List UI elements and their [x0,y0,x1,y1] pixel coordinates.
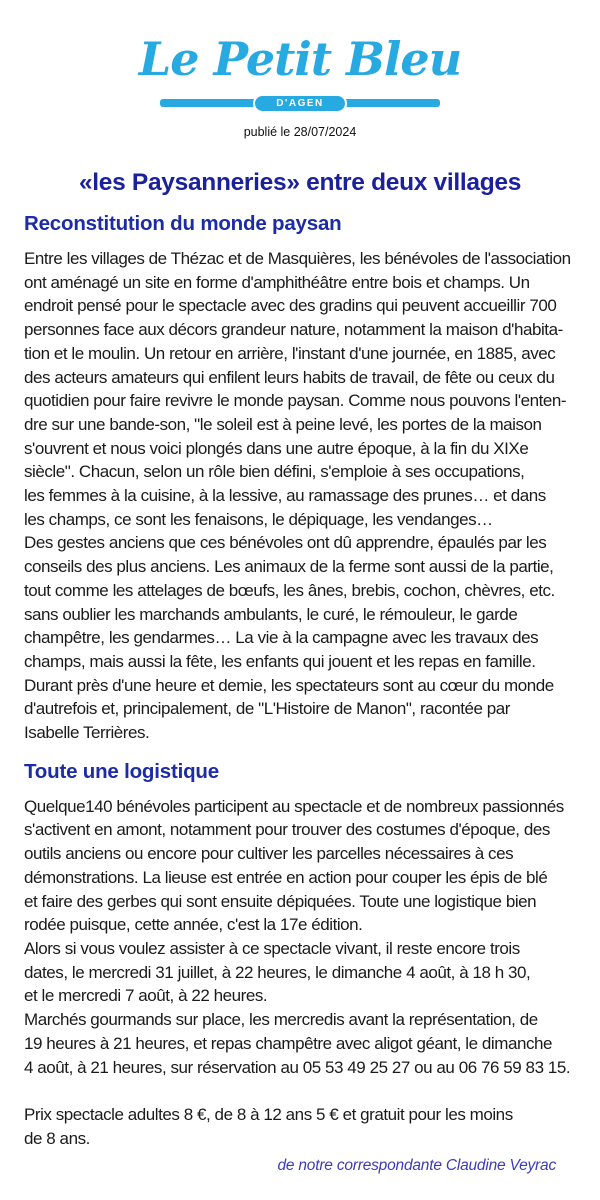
body-line: les champs, ce sont les fenaisons, le dépiquage, les vendanges… [24,509,493,529]
body-line: Alors si vous voulez assister à ce spectacle vivant, il reste encore trois [24,938,520,958]
body-line: d'autrefois et, principalement, de "L'Histoire de Manon", racontée par [24,699,511,719]
article-body [0,212,600,1150]
body-line: 19 heures à 21 heures, et repas champêtre avec aligot géant, le dimanche [24,1033,553,1053]
body-line: Marchés gourmands sur place, les mercredis avant la représentation, de [24,1010,538,1030]
body-line: personnes face aux décors grandeur nature, notamment la maison d'habita- [24,320,563,340]
logo-banner-pill: D'AGEN [253,94,347,113]
body-line: Isabelle Terrières. [24,723,150,743]
body-line: endroit pensé pour le spectacle avec des gradins qui peuvent accueillir 700 [24,296,557,316]
body-line: tout comme les attelages de bœufs, les ânes, brebis, cochon, chèvres, etc. [24,580,555,600]
section-heading: Toute une logistique [24,759,219,783]
masthead [0,0,600,139]
body-line: sans oublier les marchands ambulants, le curé, le rémouleur, le garde [24,604,518,624]
body-line: quotidien pour faire revivre le monde paysan. Comme nous pouvons l'enten- [24,391,567,411]
body-line: Quelque140 bénévoles participent au spectacle et de nombreux passionnés [24,796,564,816]
paragraph [0,247,600,745]
published-date: publié le 28/07/2024 [243,125,357,139]
body-line: démonstrations. La lieuse est entrée en action pour couper les épis de blé [24,867,548,887]
body-line: champêtre, les gendarmes… La vie à la campagne avec les travaux des [24,628,539,648]
paragraph [0,1103,600,1150]
body-line: outils anciens ou encore pour cultiver les parcelles nécessaires à ces [24,844,514,864]
newspaper-logo: Le Petit Bleu [138,32,462,86]
body-line: 4 août, à 21 heures, sur réservation au 05 53 49 25 27 ou au 06 76 59 83 15. [24,1057,571,1077]
body-line: rodée puisque, cette année, c'est la 17e édition. [24,915,363,935]
body-line: dates, le mercredi 31 juillet, à 22 heures, le dimanche 4 août, à 18 h 30, [24,962,531,982]
section-body [0,247,600,745]
body-line: Des gestes anciens que ces bénévoles ont dû apprendre, épaulés par les [24,533,547,553]
body-line: Entre les villages de Thézac et de Masquières, les bénévoles de l'association [24,249,571,268]
logo-banner [160,94,440,113]
section-heading: Reconstitution du monde paysan [24,212,342,235]
body-line: champs, mais aussi la fête, les enfants qui jouent et les repas en famille. [24,651,536,671]
body-line: s'ouvrent et nous voici plongés dans une autre époque, à la fin du XIXe [24,438,529,458]
body-line: de 8 ans. [24,1128,90,1148]
body-line: des acteurs amateurs qui enfilent leurs habits de travail, de fête ou ceux du [24,367,555,387]
paragraph [0,795,600,1079]
byline: de notre correspondante Claudine Veyrac [277,1157,556,1175]
body-line: les femmes à la cuisine, à la lessive, au ramassage des prunes… et dans [24,486,546,506]
body-line: s'activent en amont, notamment pour trouver des costumes d'époque, des [24,820,550,840]
body-line: et le mercredi 7 août, à 22 heures. [24,986,268,1006]
section-body [0,795,600,1151]
body-line: Prix spectacle adultes 8 €, de 8 à 12 ans 5 € et gratuit pour les moins [24,1104,513,1124]
body-line: siècle". Chacun, selon un rôle bien défini, s'emploie à ses occupations, [24,462,525,482]
body-line: et faire des gerbes qui sont ensuite dépiquées. Toute une logistique bien [24,891,537,911]
body-line: tion et le moulin. Un retour en arrière, l'instant d'une journée, en 1885, avec [24,343,556,363]
body-line: dre sur une bande-son, "le soleil est à peine levé, les portes de la maison [24,414,542,434]
article-title: «les Paysanneries» entre deux villages [78,169,522,196]
body-line: Durant près d'une heure et demie, les spectateurs sont au cœur du monde [24,675,554,695]
body-line: ont aménagé un site en forme d'amphithéâtre entre bois et champs. Un [24,272,530,292]
body-line: conseils des plus anciens. Les animaux de la ferme sont aussi de la partie, [24,557,554,577]
